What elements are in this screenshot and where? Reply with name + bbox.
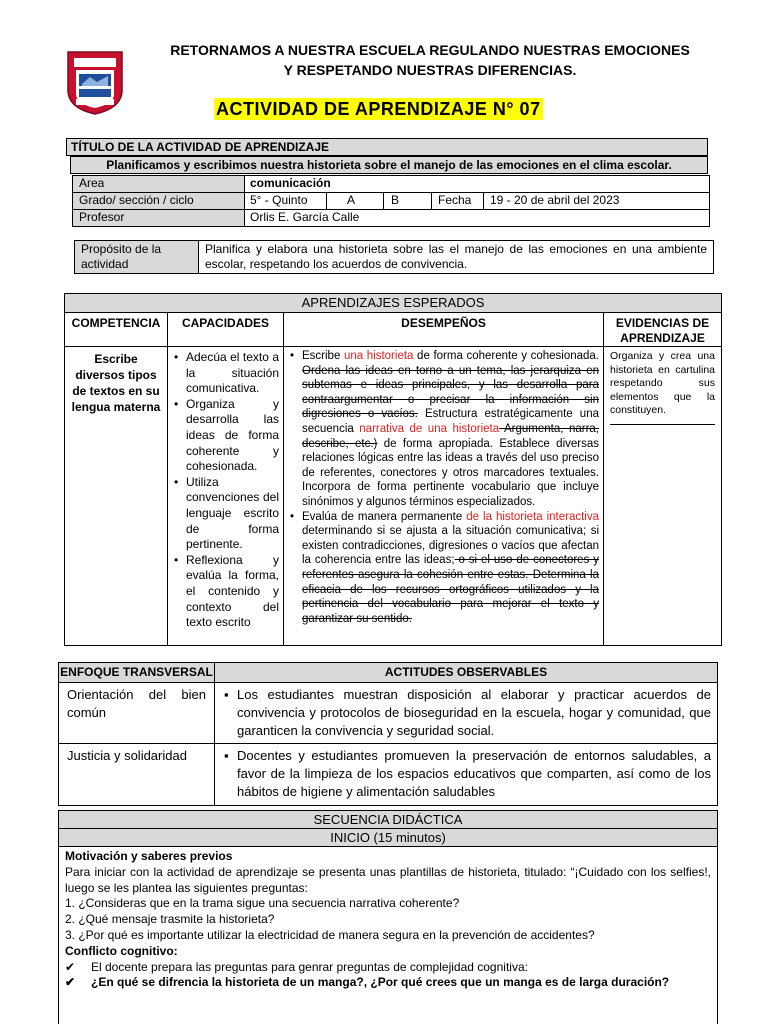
enfoque-cell: Orientación del bien común — [59, 683, 215, 744]
activity-title-value: Planificamos y escribimos nuestra historieta sobre el manejo de las emociones en el clima escolar. — [70, 156, 708, 174]
question-item: 3. ¿Por qué es importante utilizar la electricidad de manera segura en la prevención de accidentes? — [65, 927, 595, 942]
header-line-2: Y RESPETANDO NUESTRAS DIFERENCIAS. — [283, 62, 577, 78]
evidencias-text: Organiza y crea una historieta en cartulina respetando sus elementos que la constituyen. — [610, 350, 715, 425]
question-item: 1. ¿Consideras que en la trama sigue una secuencia narrativa coherente? — [65, 896, 460, 911]
profesor-label: Profesor — [73, 210, 245, 227]
inicio-body — [58, 847, 718, 1024]
grado-value: 5° - Quinto — [245, 193, 327, 210]
fecha-label: Fecha — [432, 193, 484, 210]
learning-table — [64, 293, 722, 646]
actitud-cell — [215, 683, 718, 744]
info-table — [72, 175, 710, 227]
section-b: B — [384, 193, 432, 210]
evidencias-cell — [604, 347, 722, 646]
desempeno-item: • Escribe una historieta de forma coherente y cohesionada. Ordena las ideas en torno a un tema, las jerarquiza en subtemas e ideas principales, y las desarrolla para contraargumentar o precisar la información sin digresiones o vacíos. Estructura estratégicamente una secuencia narrativa de una historieta Argumenta, narra, describe, etc.) de forma apropiada. Establece diversas relaciones lógicas entre las ideas a través del uso preciso de referentes, conectores y otros marcadores textuales. Incorpora de forma pertinente vocabulario que incluye sinónimos y algunos términos especializados. — [288, 349, 599, 510]
school-logo — [64, 50, 126, 116]
desempenos-cell — [284, 347, 604, 646]
motivacion-title: Motivación y saberes previos — [65, 849, 233, 863]
grado-label: Grado/ sección / ciclo — [73, 193, 245, 210]
col-evidencias: EVIDENCIAS DE APRENDIZAJE — [604, 313, 722, 347]
capacidad-item: • Reflexiona y evalúa la forma, el contenido y contexto del texto escrito — [172, 553, 279, 631]
actitud-item: ▪ Los estudiantes muestran disposición al elaborar y practicar acuerdos de convivencia y protocolos de bioseguridad en la escuela, hogar y comunidad, que garanticen la convivencia y seguridad social. — [221, 686, 711, 740]
desempeno-item: • Evalúa de manera permanente de la historieta interactiva determinando si se ajusta a la situación comunicativa; si existen contradicciones, digresiones o vacíos que afectan la coherencia entre las ideas; o si el uso de conectores y referentes asegura la cohesión entre estas. Determina la eficacia de los recursos ortográficos utilizados y la pertinencia del vocabulario para mejorar el texto y garantizar su sentido. — [288, 510, 599, 627]
learning-heading: APRENDIZAJES ESPERADOS — [65, 294, 722, 313]
col-competencia: COMPETENCIA — [65, 313, 168, 347]
capacidad-item: • Adecúa el texto a la situación comunicativa. — [172, 350, 279, 397]
check-item: ✔ El docente prepara las preguntas para genrar preguntas de complejidad cognitiva: — [65, 960, 711, 976]
transversal-table — [58, 662, 718, 806]
section-a: A — [327, 193, 384, 210]
col-desempenos: DESEMPEÑOS — [284, 313, 604, 347]
capacidades-cell — [168, 347, 284, 646]
col-enfoque: ENFOQUE TRANSVERSAL — [59, 663, 215, 683]
sequence-section — [58, 810, 718, 1024]
activity-title: ACTIVIDAD DE APRENDIZAJE N° 07 — [216, 99, 541, 119]
actitud-cell — [215, 744, 718, 806]
purpose-label: Propósito de la actividad — [75, 241, 199, 274]
col-actitudes: ACTITUDES OBSERVABLES — [215, 663, 718, 683]
purpose-table — [74, 240, 714, 274]
header-line-1: RETORNAMOS A NUESTRA ESCUELA REGULANDO NUESTRAS EMOCIONES — [170, 42, 690, 58]
capacidad-item: • Organiza y desarrolla las ideas de forma coherente y cohesionada. — [172, 397, 279, 475]
sequence-heading: SECUENCIA DIDÁCTICA — [58, 810, 718, 828]
question-item: 2. ¿Qué mensaje trasmite la historieta? — [65, 912, 275, 927]
profesor-value: Orlis E. García Calle — [245, 210, 710, 227]
area-label: Area — [73, 176, 245, 193]
actitud-item: ▪ Docentes y estudiantes promueven la preservación de entornos saludables, a favor de la limpieza de los espacios educativos que comparten, así como de los hábitos de higiene y alimentación saludables — [221, 747, 711, 801]
purpose-value: Planifica y elabora una historieta sobre las el manejo de las emociones en una ambiente escolar, respetando los acuerdos de convivencia. — [199, 241, 714, 274]
conflicto-title: Conflicto cognitivo: — [65, 943, 178, 958]
intro-text: Para iniciar con la actividad de aprendizaje se presenta unas plantillas de historieta, titulado: “¡Cuidado con los selfies!, luego se les plantea las siguientes preguntas: — [65, 864, 711, 895]
col-capacidades: CAPACIDADES — [168, 313, 284, 347]
competencia-cell: Escribe diversos tipos de textos en su lengua materna — [65, 347, 168, 646]
capacidad-item: • Utiliza convenciones del lenguaje escrito de forma pertinente. — [172, 475, 279, 553]
inicio-heading: INICIO (15 minutos) — [58, 828, 718, 847]
check-item: ✔ ¿En qué se difrencia la historieta de un manga?, ¿Por qué crees que un manga es de larga duración? — [65, 975, 711, 991]
activity-title-label: TÍTULO DE LA ACTIVIDAD DE APRENDIZAJE — [66, 138, 708, 156]
area-value: comunicación — [245, 176, 710, 193]
fecha-value: 19 - 20 de abril del 2023 — [484, 193, 710, 210]
enfoque-cell: Justicia y solidaridad — [59, 744, 215, 806]
